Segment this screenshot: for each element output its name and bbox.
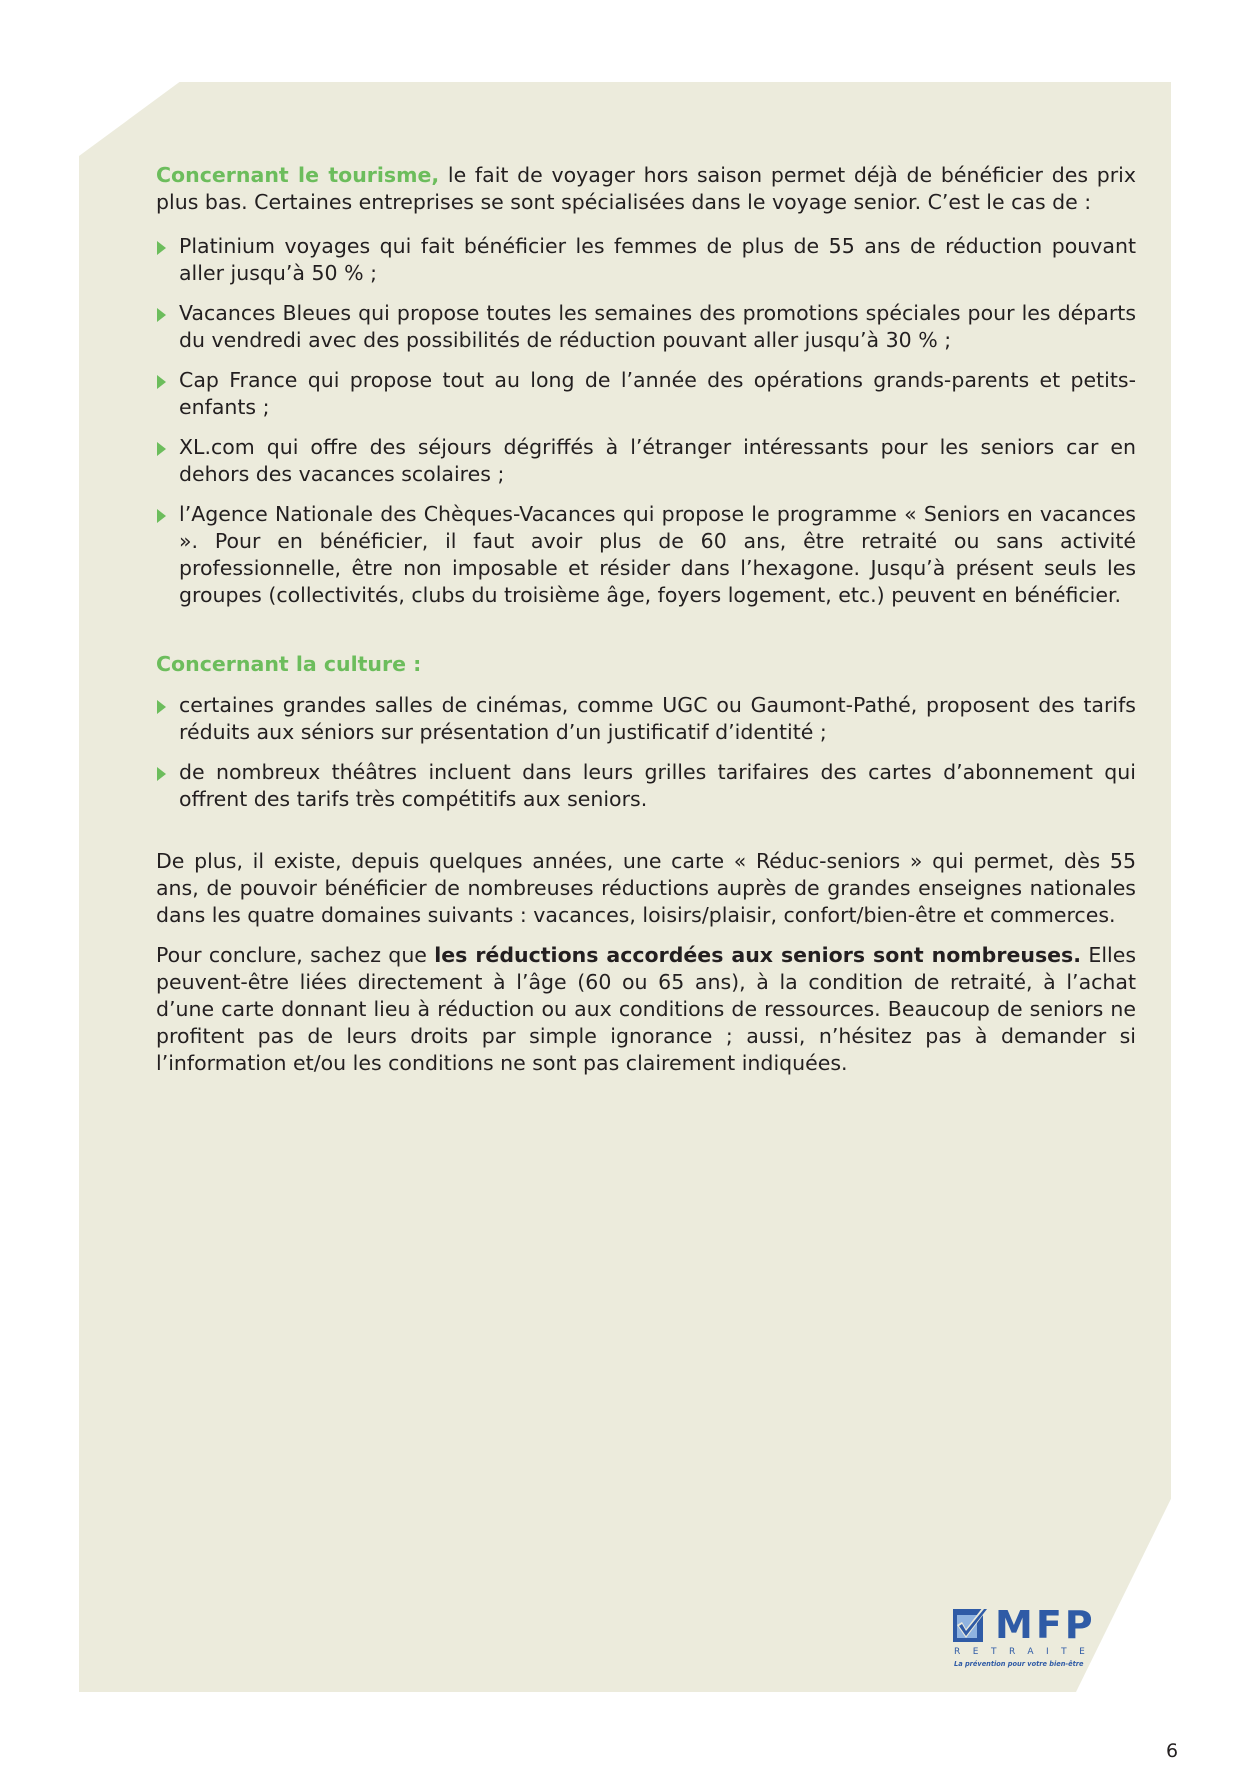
triangle-bullet-icon bbox=[157, 442, 166, 456]
logo-brand: MFP bbox=[995, 1603, 1096, 1647]
tourisme-lead: Concernant le tourisme, bbox=[156, 163, 440, 187]
list-item bbox=[156, 367, 1136, 421]
tourisme-paragraph bbox=[156, 162, 1136, 216]
list-item bbox=[156, 692, 1136, 746]
page-number: 6 bbox=[1166, 1740, 1179, 1762]
conclusion-start: Pour conclure, sachez que bbox=[156, 943, 435, 967]
list-item-text: l’Agence Nationale des Chèques-Vacances qui propose le programme « Seniors en vacances ». Pour en bénéficier, il faut avoir plus de 60 ans, être retraité ou sans activité professionnelle, être non imposable et résider dans l’hexagone. Jusqu’à présent seuls les groupes (collectivités, clubs du troisième âge, foyers logement, etc.) peuvent en bénéficier. bbox=[179, 502, 1136, 607]
list-item-text: Vacances Bleues qui propose toutes les semaines des promotions spéciales pour les départs du vendredi avec des possibilités de réduction pouvant aller jusqu’à 30 % ; bbox=[179, 301, 1136, 352]
list-item bbox=[156, 233, 1136, 287]
conclusion-emphasis: les réductions accordées aux seniors sont nombreuses. bbox=[434, 943, 1082, 967]
triangle-bullet-icon bbox=[157, 700, 166, 714]
triangle-bullet-icon bbox=[157, 767, 166, 781]
list-item-text: certaines grandes salles de cinémas, comme UGC ou Gaumont-Pathé, proposent des tarifs réduits aux séniors sur présentation d’un justificatif d’identité ; bbox=[179, 693, 1136, 744]
tourisme-intro: le fait de voyager hors saison permet déjà de bénéficier des prix plus bas. Certaines entreprises se sont spécialisées dans le voyage senior. C’est le cas de : bbox=[156, 163, 1136, 214]
list-item bbox=[156, 300, 1136, 354]
list-item-text: Cap France qui propose tout au long de l’année des opérations grands-parents et petits-enfants ; bbox=[179, 368, 1136, 419]
logo-tagline: La prévention pour votre bien-être bbox=[954, 1660, 1084, 1668]
list-item bbox=[156, 434, 1136, 488]
checkmark-logo-icon bbox=[953, 1609, 991, 1645]
list-item bbox=[156, 759, 1136, 813]
triangle-bullet-icon bbox=[157, 308, 166, 322]
triangle-bullet-icon bbox=[157, 375, 166, 389]
triangle-bullet-icon bbox=[157, 509, 166, 523]
culture-heading: Concernant la culture : bbox=[156, 652, 422, 676]
tourisme-list bbox=[156, 233, 1136, 609]
list-item-text: Platinium voyages qui fait bénéficier les femmes de plus de 55 ans de réduction pouvant aller jusqu’à 50 % ; bbox=[179, 234, 1136, 285]
conclusion-paragraph bbox=[156, 942, 1136, 1077]
list-item-text: XL.com qui offre des séjours dégriffés à l’étranger intéressants pour les seniors car en dehors des vacances scolaires ; bbox=[179, 435, 1136, 486]
logo-subtitle: RETRAITE bbox=[954, 1647, 1098, 1657]
reduc-seniors-paragraph: De plus, il existe, depuis quelques années, une carte « Réduc-seniors » qui permet, dès 55 ans, de pouvoir bénéficier de nombreuses réductions auprès de grandes enseignes nationales dans les quatre domaines suivants : vacances, loisirs/plaisir, confort/bien-être et commerces. bbox=[156, 849, 1136, 927]
triangle-bullet-icon bbox=[157, 241, 166, 255]
list-item bbox=[156, 501, 1136, 609]
mfp-retraite-logo bbox=[953, 1603, 1098, 1668]
article-body bbox=[156, 162, 1136, 1077]
list-item-text: de nombreux théâtres incluent dans leurs grilles tarifaires des cartes d’abonnement qui offrent des tarifs très compétitifs aux seniors. bbox=[179, 760, 1136, 811]
culture-list bbox=[156, 692, 1136, 813]
conclusion-end: Elles peuvent-être liées directement à l’âge (60 ou 65 ans), à la condition de retraité, à l’achat d’une carte donnant lieu à réduction ou aux conditions de ressources. Beaucoup de seniors ne profitent pas de leurs droits par simple ignorance ; aussi, n’hésitez pas à demander si l’information et/ou les conditions ne sont pas clairement indiquées. bbox=[156, 943, 1137, 1075]
